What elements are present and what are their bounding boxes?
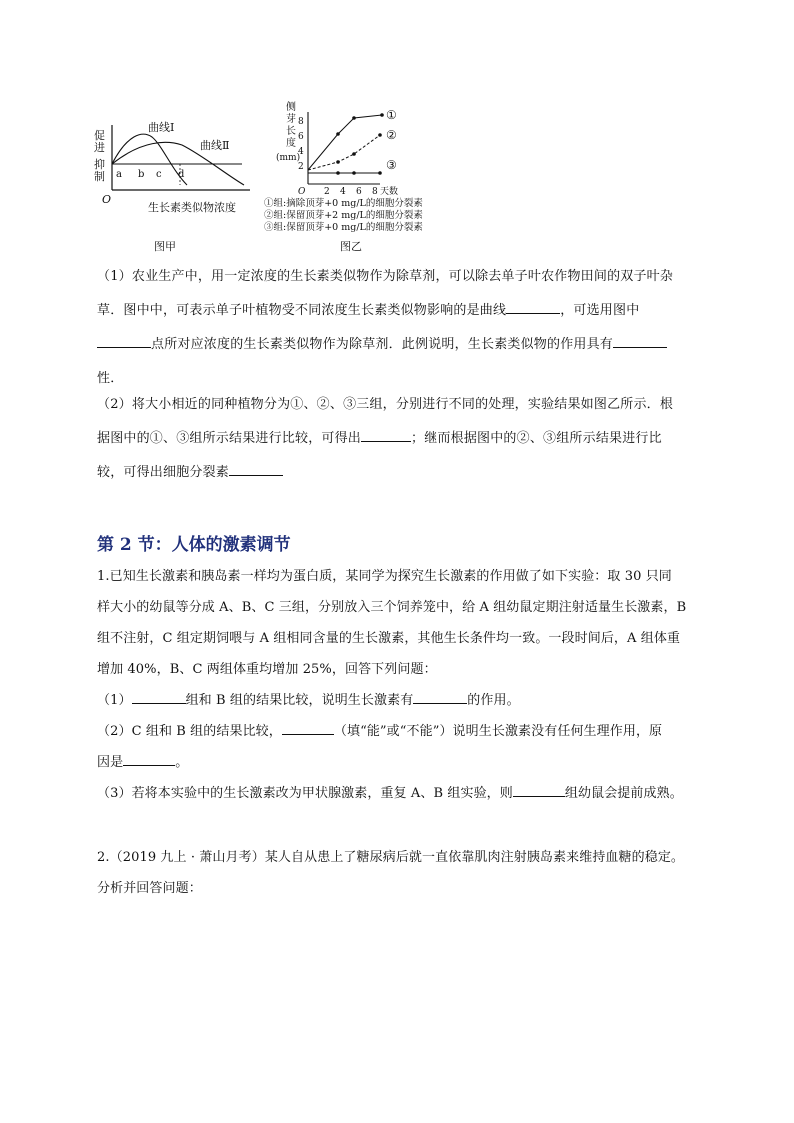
p1-sub-2 [97, 716, 709, 747]
q2-line-2-a: 据图中的①、③组所示结果进行比较，可得出 [97, 431, 362, 446]
q1-line-1: （1）农业生产中，用一定浓度的生长素类似物作为除草剂，可以除去单子叶农作物田间的双子叶杂 [97, 269, 674, 284]
figure-b-ylabel-2: 芽 [286, 114, 296, 125]
p1-line-3: 组不注射，C 组定期饲喂与 A 组相同含量的生长激素，其他生长条件均一致。一段时间后，A 组体重 [97, 631, 681, 646]
p1-line-4: 增加 40%，B、C 两组体重均增加 25%，回答下列问题： [97, 662, 437, 677]
series-1-point [380, 113, 384, 117]
series-1-point [336, 132, 340, 136]
series-2-point [352, 152, 356, 156]
answer-blank-point[interactable] [97, 335, 151, 348]
p1-sub-1-a: （1） [97, 693, 132, 708]
q2-line-3 [97, 456, 702, 490]
figure-b-xtick-8: 8 [372, 187, 378, 197]
q2-line-2-b: ；继而根据图中的②、③组所示结果进行比 [411, 431, 662, 446]
curve-1 [112, 134, 187, 185]
figure-a-origin: O [102, 193, 112, 206]
p2-line-1: 2.（2019 九上 · 萧山月考）某人自从患上了糖尿病后就一直依靠肌肉注射胰岛素来维持血糖的稳定。 [97, 850, 685, 865]
answer-blank-can[interactable] [282, 722, 334, 735]
marker-1: ① [386, 108, 397, 122]
p1-line-1: 1.已知生长激素和胰岛素一样均为蛋白质，某同学为探究生长激素的作用做了如下实验：取 30 只同 [97, 569, 672, 584]
p1-line-2: 样大小的幼鼠等分成 A、B、C 三组，分别放入三个饲养笼中，给 A 组幼鼠定期注射适量生长激素，B [97, 600, 687, 615]
p1-sub-1-c: 的作用。 [467, 693, 520, 708]
figure-a-x-label: 生长素类似物浓度 [148, 201, 236, 214]
answer-blank-effect[interactable] [413, 691, 467, 704]
figure-a-curve2-label: 曲线Ⅱ [200, 139, 230, 152]
problem-2 [97, 842, 709, 904]
legend-2: ②组:保留顶芽+2 mg/L的细胞分裂素 [264, 210, 423, 221]
q2-line-2 [97, 422, 702, 456]
series-1-point [352, 116, 356, 120]
figure-b-xtick-4: 4 [340, 187, 346, 197]
p1-sub-3-a: （3）若将本实验中的生长激素改为甲状腺激素，重复 A、B 组实验，则 [97, 786, 513, 801]
figure-b-ylabel-1: 侧 [286, 102, 296, 113]
q1-line-4: 性． [97, 371, 124, 386]
answer-blank-property[interactable] [613, 335, 667, 348]
figure-a-graph [92, 115, 252, 225]
figure-b-ylabel-3: 长 [286, 126, 296, 137]
question-2 [97, 388, 702, 490]
series-3-point [336, 171, 340, 175]
p1-sub-3 [97, 778, 709, 809]
question-1 [97, 260, 702, 396]
answer-blank-group[interactable] [132, 691, 186, 704]
answer-blank-reason[interactable] [123, 753, 175, 766]
answer-blank-mature-group[interactable] [513, 784, 565, 797]
figure-a-y-top-1: 促 [94, 129, 105, 142]
series-3-point [352, 171, 356, 175]
figure-a [92, 115, 252, 225]
q1-line-2 [97, 294, 702, 328]
q1-line-3 [97, 328, 702, 362]
q1-line-2-a: 草．图中中，可表示单子叶植物受不同浓度生长素类似物影响的是曲线 [97, 303, 507, 318]
p1-sub-2-a: （2）C 组和 B 组的结果比较， [97, 724, 282, 739]
figure-a-curve1-label: 曲线Ⅰ [148, 121, 175, 134]
q1-line-3-a: 点所对应浓度的生长素类似物作为除草剂．此例说明，生长素类似物的作用具有 [151, 337, 614, 352]
figure-b-xtick-6: 6 [356, 187, 362, 197]
p1-sub-1 [97, 685, 709, 716]
figure-b-yunit: (mm) [276, 153, 301, 163]
p1-sub-3-b: 组幼鼠会提前成熟。 [564, 786, 683, 801]
figure-a-point-c: c [156, 169, 162, 180]
p1-sub-2-cont [97, 747, 709, 778]
p1-sub-2-b: （填“能”或“不能”）说明生长激素没有任何生理作用，原 [333, 724, 663, 739]
figure-b-xtick-2: 2 [324, 187, 330, 197]
figure-a-point-b: b [138, 169, 145, 180]
figure-a-y-bottom-1: 抑 [94, 158, 105, 171]
answer-blank-curve[interactable] [506, 301, 560, 314]
figure-a-point-d: d [178, 169, 185, 180]
legend-3: ③组:保留顶芽+0 mg/L的细胞分裂素 [264, 222, 423, 233]
p2-line-2: 分析并回答问题： [97, 881, 202, 896]
series-2-line [308, 135, 380, 170]
problem-1 [97, 561, 709, 809]
p1-sub-2-d: 。 [175, 755, 189, 770]
figure-b-caption: 图乙 [340, 240, 362, 253]
figure-b-ytick-8: 8 [298, 117, 304, 127]
figure-b-ytick-6: 6 [298, 132, 304, 142]
q2-line-3-a: 较，可得出细胞分裂素 [97, 465, 230, 480]
p1-sub-2-c: 因是 [97, 755, 124, 770]
figure-b-origin: O [298, 187, 306, 197]
marker-2: ② [386, 128, 397, 142]
answer-blank-cytokinin[interactable] [229, 463, 283, 476]
series-3-point [378, 171, 382, 175]
figure-b-xunit: 天数 [380, 187, 399, 197]
p1-sub-1-b: 组和 B 组的结果比较，说明生长激素有 [185, 693, 414, 708]
figure-b-ytick-4: 4 [298, 147, 304, 157]
section-heading: 第 2 节：人体的激素调节 [97, 535, 291, 555]
figure-a-caption: 图甲 [154, 240, 176, 253]
figure-b-ylabel-4: 度 [286, 138, 296, 149]
figure-a-y-bottom-2: 制 [94, 170, 105, 183]
figure-a-point-a: a [116, 169, 122, 180]
marker-3: ③ [386, 158, 397, 172]
q2-line-1: （2）将大小相近的同种植物分为①、②、③三组，分别进行不同的处理，实验结果如图乙所示．根 [97, 397, 674, 412]
answer-blank-conclusion[interactable] [361, 429, 411, 442]
series-2-point [378, 133, 382, 137]
series-1-line [308, 115, 382, 170]
figure-b-graph [262, 98, 472, 238]
figure-a-y-top-2: 进 [94, 141, 105, 154]
figure-b-ytick-2: 2 [298, 162, 304, 172]
legend-1: ①组:摘除顶芽+0 mg/L的细胞分裂素 [264, 198, 423, 209]
q1-line-2-b: ，可选用图中 [560, 303, 640, 318]
series-2-point [336, 160, 340, 164]
figure-b [262, 98, 472, 238]
